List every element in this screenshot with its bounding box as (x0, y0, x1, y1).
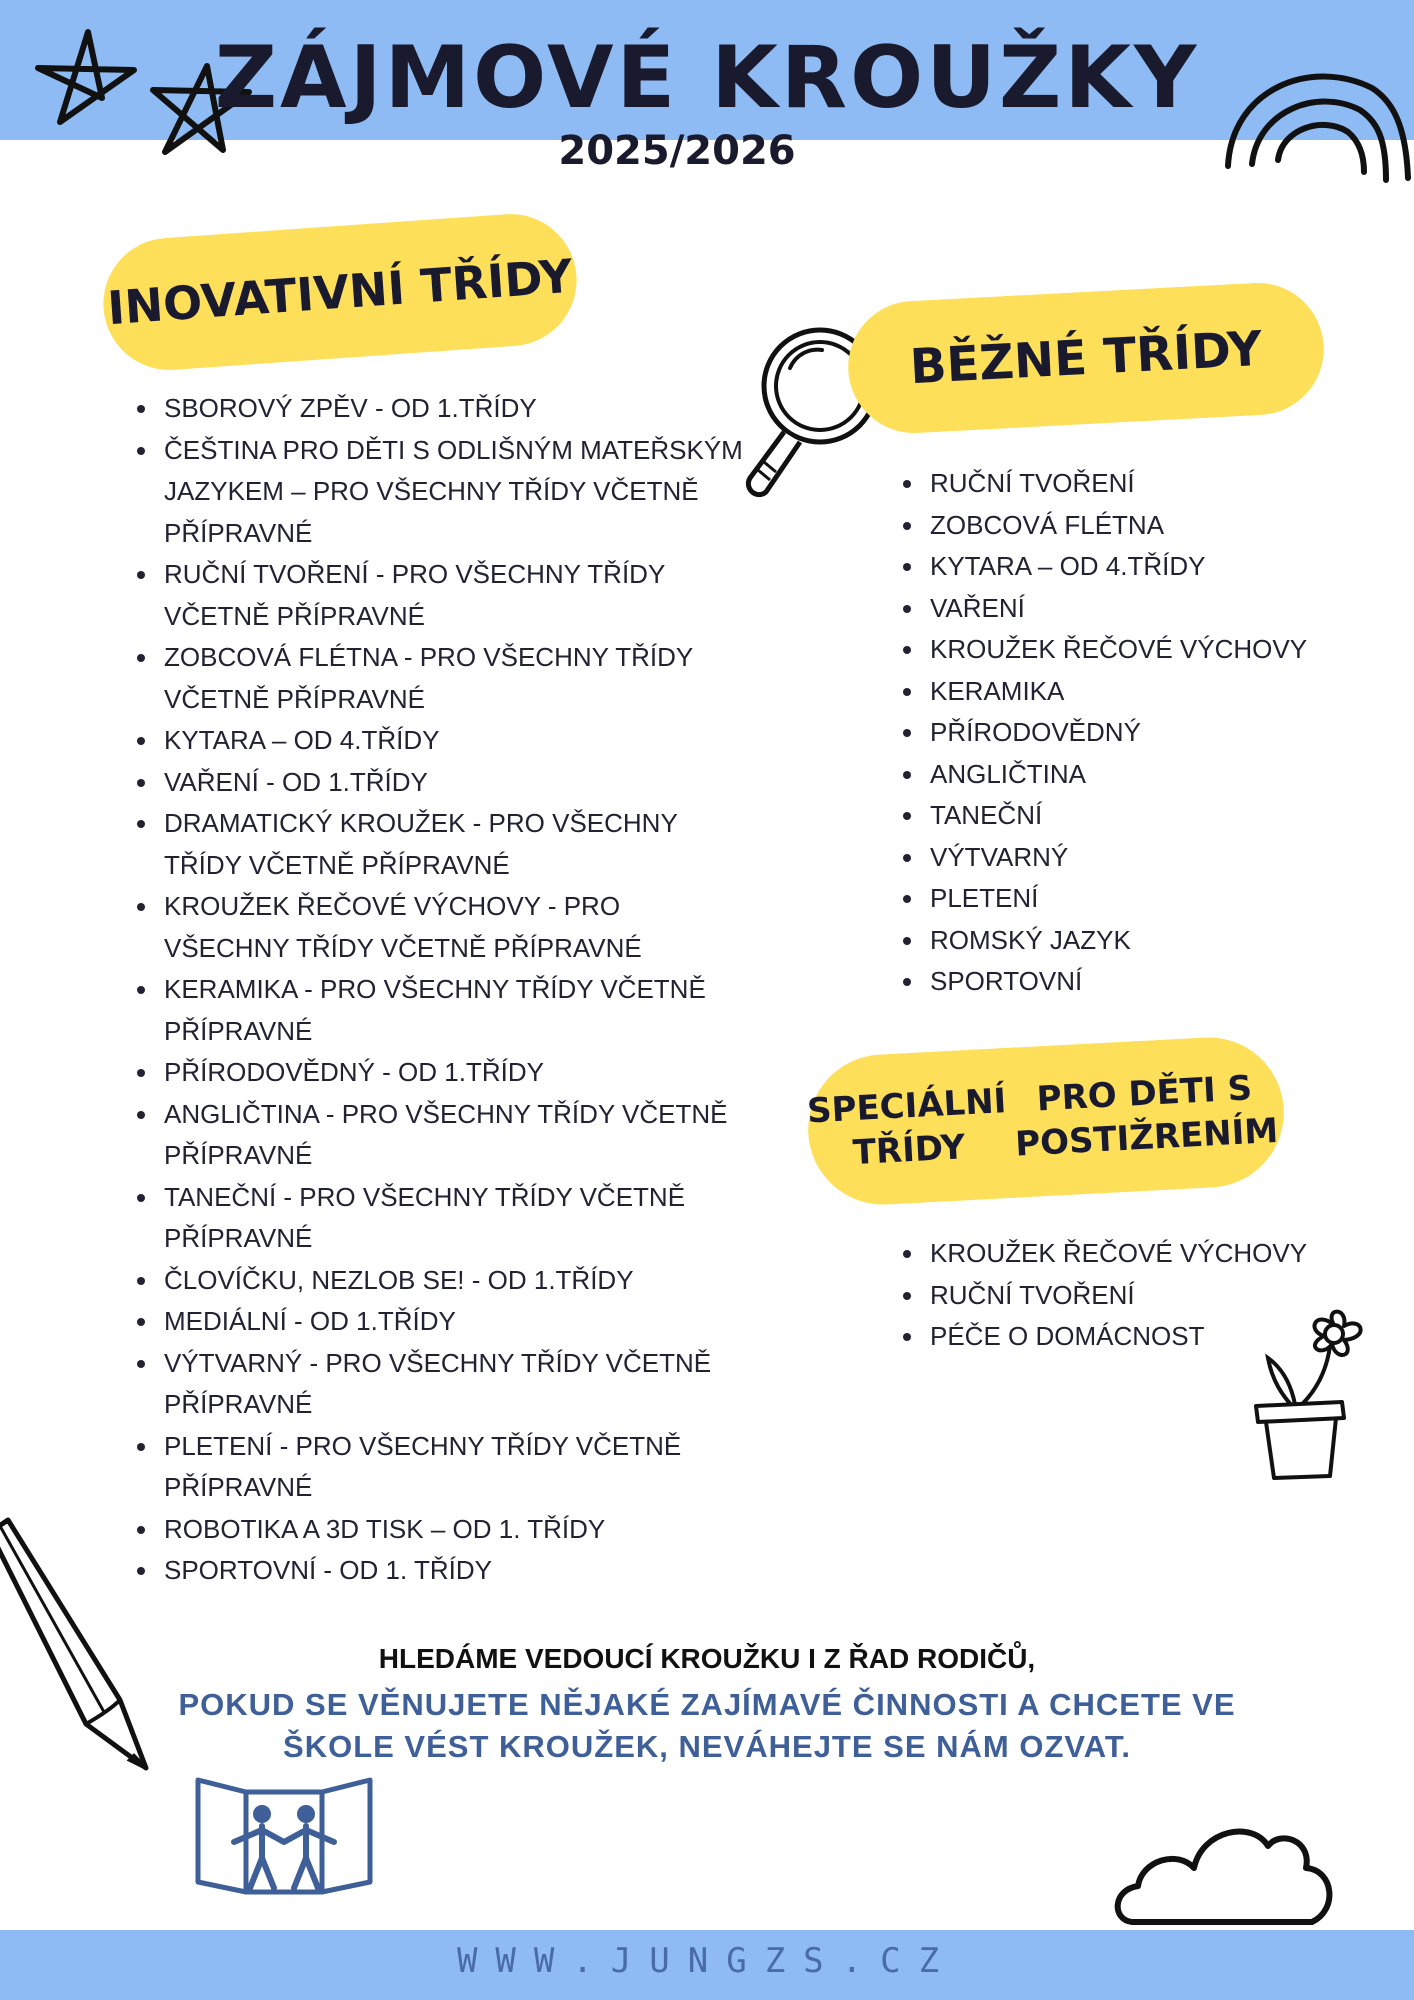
list-item: • PLETENÍ - PRO VŠECHNY TŘÍDY VČETNĚ PŘÍPRAVNÉ (160, 1426, 750, 1509)
callout-headline: HLEDÁME VEDOUCÍ KROUŽKU I Z ŘAD RODIČŮ, (378, 1643, 1036, 1674)
list-item: • KROUŽEK ŘEČOVÉ VÝCHOVY (926, 629, 1386, 671)
regular-heading: BĚŽNÉ TŘÍDY (845, 280, 1327, 437)
list-item: • PŘÍRODOVĚDNÝ (926, 712, 1386, 754)
special-heading (804, 1034, 1287, 1209)
special-heading-line1: SPECIÁLNÍ TŘÍDY (806, 1081, 1008, 1174)
cloud-icon (1112, 1810, 1342, 1940)
list-item: • RUČNÍ TVOŘENÍ (926, 463, 1386, 505)
page-title: ZÁJMOVÉ KROUŽKY (214, 28, 1200, 128)
innovative-list (126, 388, 750, 1592)
list-item: • KROUŽEK ŘEČOVÉ VÝCHOVY - PRO VŠECHNY TŘÍDY VČETNĚ PŘÍPRAVNÉ (160, 886, 750, 969)
list-item: • MEDIÁLNÍ - OD 1.TŘÍDY (160, 1301, 750, 1343)
list-item: • VAŘENÍ (926, 588, 1386, 630)
website-link[interactable]: WWW.JUNGZS.CZ (456, 1941, 958, 1981)
list-item: • KYTARA – OD 4.TŘÍDY (160, 720, 750, 762)
list-item: • TANEČNÍ (926, 795, 1386, 837)
list-item: • TANEČNÍ - PRO VŠECHNY TŘÍDY VČETNĚ PŘÍPRAVNÉ (160, 1177, 750, 1260)
list-item: • ROMSKÝ JAZYK (926, 920, 1386, 962)
list-item: • PLETENÍ (926, 878, 1386, 920)
special-heading-line2: PRO DĚTI S POSTIŽRENÍM (1014, 1068, 1280, 1165)
list-item: • SPORTOVNÍ (926, 961, 1386, 1003)
list-item: • DRAMATICKÝ KROUŽEK - PRO VŠECHNY TŘÍDY VČETNĚ PŘÍPRAVNÉ (160, 803, 750, 886)
list-item: • VÝTVARNÝ - PRO VŠECHNY TŘÍDY VČETNĚ PŘÍPRAVNÉ (160, 1343, 750, 1426)
list-item: • SBOROVÝ ZPĚV - OD 1.TŘÍDY (160, 388, 750, 430)
school-logo-icon (194, 1776, 374, 1900)
list-item: • ZOBCOVÁ FLÉTNA - PRO VŠECHNY TŘÍDY VČETNĚ PŘÍPRAVNÉ (160, 637, 750, 720)
list-item: • RUČNÍ TVOŘENÍ (926, 1275, 1386, 1317)
list-item: • ANGLIČTINA - PRO VŠECHNY TŘÍDY VČETNĚ PŘÍPRAVNÉ (160, 1094, 750, 1177)
list-item: • ZOBCOVÁ FLÉTNA (926, 505, 1386, 547)
regular-list (892, 463, 1386, 1003)
innovative-heading: INOVATIVNÍ TŘÍDY (99, 210, 581, 375)
list-item: • KERAMIKA - PRO VŠECHNY TŘÍDY VČETNĚ PŘÍPRAVNÉ (160, 969, 750, 1052)
list-item: • VÝTVARNÝ (926, 837, 1386, 879)
list-item: • ČEŠTINA PRO DĚTI S ODLIŠNÝM MATEŘSKÝM JAZYKEM – PRO VŠECHNY TŘÍDY VČETNĚ PŘÍPRAVNÉ (160, 430, 750, 555)
flower-pot-icon (1252, 1306, 1372, 1486)
school-year: 2025/2026 (558, 128, 796, 174)
list-item: • ČLOVÍČKU, NEZLOB SE! - OD 1.TŘÍDY (160, 1260, 750, 1302)
list-item: • VAŘENÍ - OD 1.TŘÍDY (160, 762, 750, 804)
list-item: • RUČNÍ TVOŘENÍ - PRO VŠECHNY TŘÍDY VČETNĚ PŘÍPRAVNÉ (160, 554, 750, 637)
list-item: • KERAMIKA (926, 671, 1386, 713)
callout-body: POKUD SE VĚNUJETE NĚJAKÉ ZAJÍMAVÉ ČINNOSTI A CHCETE VE ŠKOLE VÉST KROUŽEK, NEVÁHEJTE SE NÁM OZVAT. (178, 1687, 1236, 1764)
list-item: • PÉČE O DOMÁCNOST (926, 1316, 1386, 1358)
list-item: • KYTARA – OD 4.TŘÍDY (926, 546, 1386, 588)
list-item: • KROUŽEK ŘEČOVÉ VÝCHOVY (926, 1233, 1386, 1275)
list-item: • SPORTOVNÍ - OD 1. TŘÍDY (160, 1550, 750, 1592)
list-item: • ROBOTIKA A 3D TISK – OD 1. TŘÍDY (160, 1509, 750, 1551)
list-item: • PŘÍRODOVĚDNÝ - OD 1.TŘÍDY (160, 1052, 750, 1094)
list-item: • ANGLIČTINA (926, 754, 1386, 796)
